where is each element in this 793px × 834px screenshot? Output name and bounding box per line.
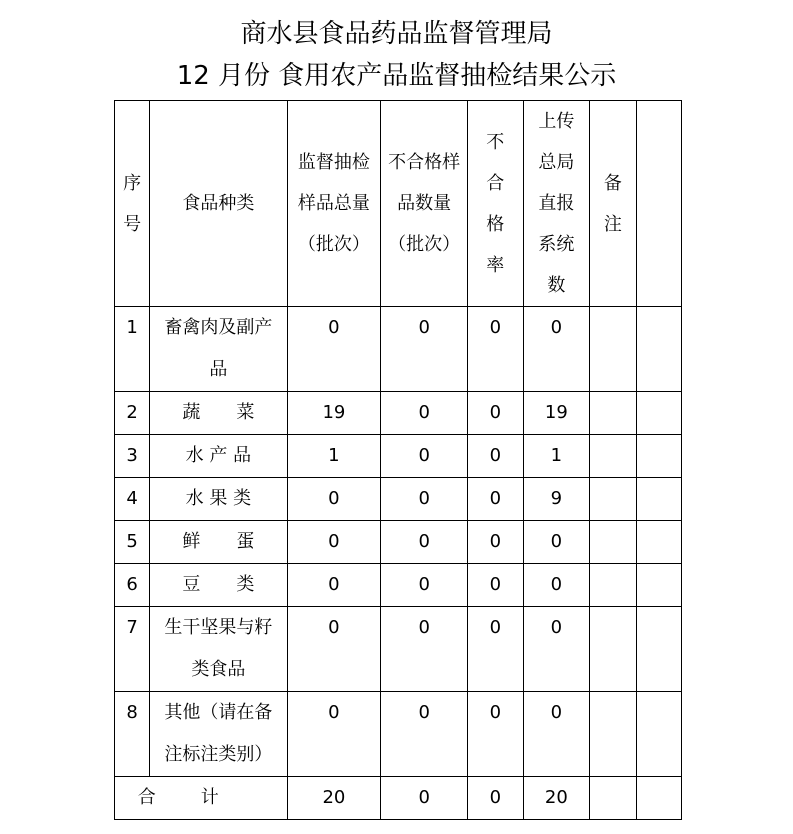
cell-failed: 0 <box>381 692 468 777</box>
cell-uploaded: 0 <box>523 521 590 564</box>
cell-remarks <box>590 521 636 564</box>
cell-type: 生干坚果与籽类食品 <box>150 607 287 692</box>
cell-uploaded: 0 <box>523 564 590 607</box>
cell-rate: 0 <box>468 607 523 692</box>
cell-extra <box>636 564 681 607</box>
cell-remarks-sum <box>590 777 636 820</box>
cell-uploaded: 19 <box>523 392 590 435</box>
cell-seq: 7 <box>115 607 150 692</box>
cell-seq: 6 <box>115 564 150 607</box>
cell-extra <box>636 521 681 564</box>
cell-seq: 4 <box>115 478 150 521</box>
cell-total-sum: 20 <box>287 777 381 820</box>
cell-remarks <box>590 692 636 777</box>
header-remarks: 备注 <box>590 101 636 307</box>
document-title: 商水县食品药品监督管理局 <box>240 19 553 49</box>
table-total-row <box>115 777 682 820</box>
cell-failed: 0 <box>381 564 468 607</box>
header-seq: 序号 <box>115 101 150 307</box>
cell-seq: 2 <box>115 392 150 435</box>
cell-total-label: 合计 <box>115 777 288 820</box>
cell-type: 豆 类 <box>150 564 287 607</box>
cell-remarks <box>590 435 636 478</box>
cell-seq: 5 <box>115 521 150 564</box>
document-subtitle: 12 月份 食用农产品监督抽检结果公示 <box>176 61 617 91</box>
cell-extra <box>636 392 681 435</box>
cell-uploaded: 0 <box>523 307 590 392</box>
cell-extra <box>636 307 681 392</box>
cell-type: 水 果 类 <box>150 478 287 521</box>
cell-uploaded: 0 <box>523 607 590 692</box>
cell-type: 蔬 菜 <box>150 392 287 435</box>
table-row <box>115 692 682 777</box>
cell-type: 鲜 蛋 <box>150 521 287 564</box>
cell-rate-sum: 0 <box>468 777 523 820</box>
cell-remarks <box>590 478 636 521</box>
cell-remarks <box>590 307 636 392</box>
cell-total: 0 <box>287 692 381 777</box>
cell-rate: 0 <box>468 435 523 478</box>
cell-rate: 0 <box>468 521 523 564</box>
cell-type: 畜禽肉及副产品 <box>150 307 287 392</box>
header-uploaded: 上传总局直报系统数 <box>523 101 590 307</box>
cell-remarks <box>590 564 636 607</box>
cell-failed: 0 <box>381 478 468 521</box>
table-row <box>115 478 682 521</box>
table-row <box>115 307 682 392</box>
cell-failed: 0 <box>381 435 468 478</box>
cell-rate: 0 <box>468 392 523 435</box>
cell-rate: 0 <box>468 478 523 521</box>
cell-seq: 8 <box>115 692 150 777</box>
cell-seq: 1 <box>115 307 150 392</box>
cell-remarks <box>590 607 636 692</box>
cell-failed: 0 <box>381 607 468 692</box>
cell-seq: 3 <box>115 435 150 478</box>
cell-failed-sum: 0 <box>381 777 468 820</box>
table-row <box>115 564 682 607</box>
cell-uploaded: 9 <box>523 478 590 521</box>
cell-failed: 0 <box>381 392 468 435</box>
cell-extra <box>636 478 681 521</box>
cell-uploaded-sum: 20 <box>523 777 590 820</box>
cell-extra <box>636 692 681 777</box>
table-row <box>115 435 682 478</box>
header-food-type: 食品种类 <box>150 101 287 307</box>
cell-extra <box>636 435 681 478</box>
cell-total: 19 <box>287 392 381 435</box>
header-fail-rate: 不合格率 <box>468 101 523 307</box>
table-header-row <box>115 101 682 307</box>
cell-total: 0 <box>287 521 381 564</box>
table-row <box>115 607 682 692</box>
cell-rate: 0 <box>468 692 523 777</box>
cell-total: 0 <box>287 307 381 392</box>
header-failed-samples: 不合格样品数量（批次） <box>381 101 468 307</box>
cell-extra-sum <box>636 777 681 820</box>
cell-total: 0 <box>287 478 381 521</box>
cell-total: 0 <box>287 607 381 692</box>
header-total-samples: 监督抽检样品总量（批次） <box>287 101 381 307</box>
cell-rate: 0 <box>468 564 523 607</box>
cell-total: 0 <box>287 564 381 607</box>
results-table <box>114 100 682 820</box>
cell-failed: 0 <box>381 307 468 392</box>
cell-uploaded: 1 <box>523 435 590 478</box>
cell-extra <box>636 607 681 692</box>
table-row <box>115 392 682 435</box>
header-extra <box>636 101 681 307</box>
cell-remarks <box>590 392 636 435</box>
table-row <box>115 521 682 564</box>
cell-type: 水 产 品 <box>150 435 287 478</box>
cell-total: 1 <box>287 435 381 478</box>
cell-uploaded: 0 <box>523 692 590 777</box>
cell-type: 其他（请在备注标注类别） <box>150 692 287 777</box>
cell-failed: 0 <box>381 521 468 564</box>
cell-rate: 0 <box>468 307 523 392</box>
